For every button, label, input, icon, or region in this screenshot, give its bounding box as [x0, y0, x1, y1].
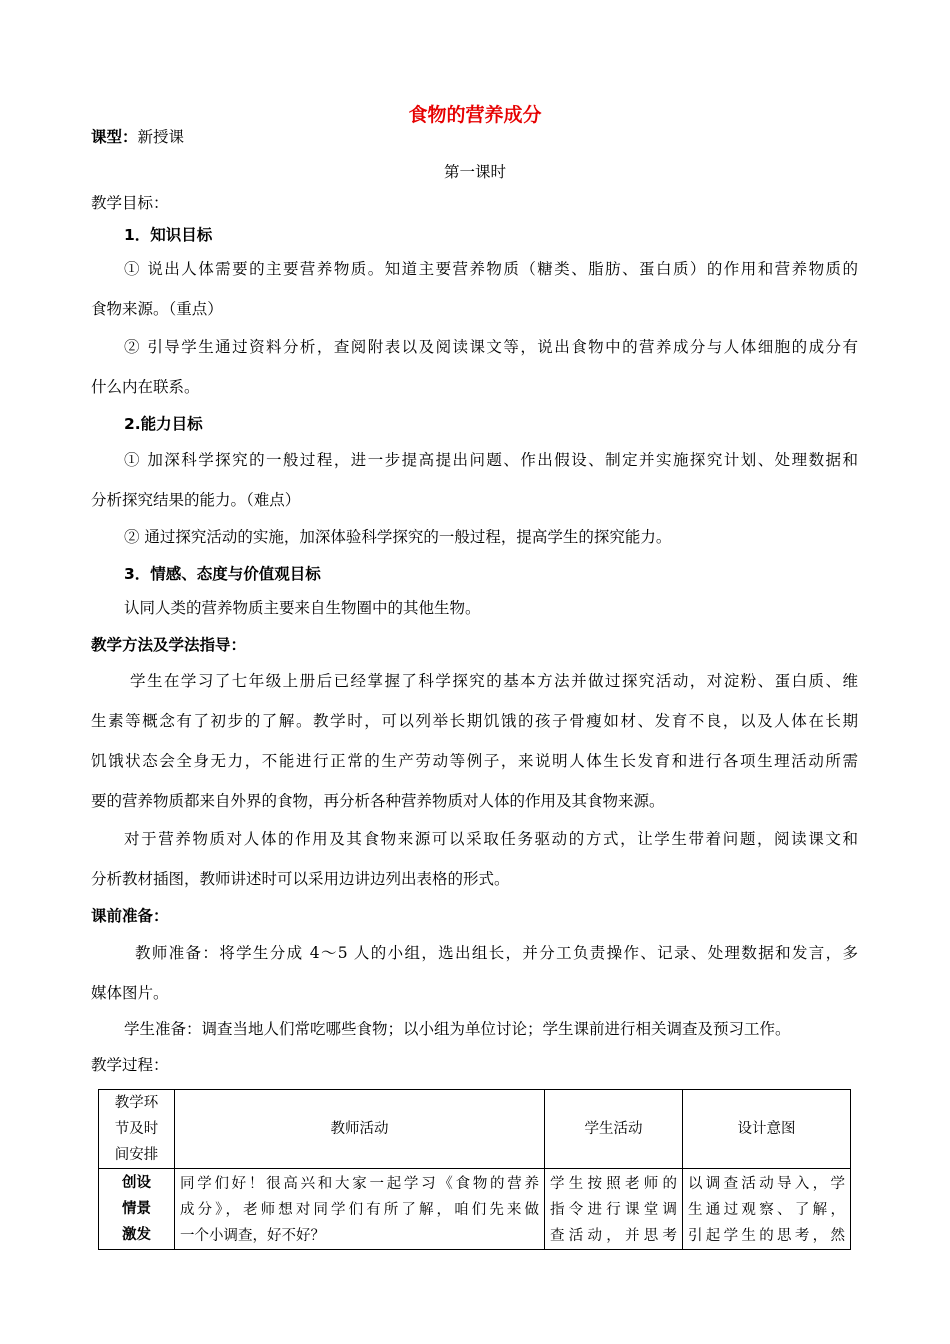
ability-item-2: ② 通过探究活动的实施，加深体验科学探究的一般过程，提高学生的探究能力。	[124, 528, 672, 546]
header-stage-line: 教学环	[114, 1095, 159, 1111]
methods-p1-line1: 学生在学习了七年级上册后已经掌握了科学探究的基本方法并做过探究活动，对淀粉、蛋白质、维	[130, 672, 858, 690]
lesson-label: 第一课时	[443, 163, 506, 181]
row1-teacher-activity	[175, 1169, 545, 1250]
row1-design-line: 生通过观察、了解，	[688, 1202, 845, 1218]
row1-student-line: 查活动，并思考	[550, 1228, 677, 1244]
header-stage	[99, 1090, 175, 1169]
teaching-process-table	[98, 1089, 851, 1250]
header-teacher-activity: 教师活动	[175, 1090, 545, 1169]
row1-stage-line: 激发	[122, 1227, 151, 1243]
knowledge-item-2-line1: ② 引导学生通过资料分析，查阅附表以及阅读课文等，说出食物中的营养成分与人体细胞的成分有	[124, 338, 858, 356]
table-row	[99, 1169, 851, 1250]
row1-stage	[99, 1169, 175, 1250]
row1-design-line: 以调查活动导入，学	[688, 1176, 845, 1192]
row1-stage-line: 情景	[122, 1201, 151, 1217]
ability-heading: 2.能力目标	[124, 415, 203, 433]
row1-design-line: 引起学生的思考，然	[688, 1228, 845, 1244]
prep-teacher-line1: 教师准备：将学生分成 4～5 人的小组，选出组长，并分工负责操作、记录、处理数据和发言，多	[135, 944, 858, 962]
row1-teacher-line: 同学们好！很高兴和大家一起学习《食物的营养	[180, 1176, 539, 1192]
methods-p2-line1: 对于营养物质对人体的作用及其食物来源可以采取任务驱动的方式，让学生带着问题，阅读课文和	[124, 830, 858, 848]
methods-heading: 教学方法及学法指导：	[91, 636, 247, 654]
header-student-activity: 学生活动	[545, 1090, 683, 1169]
course-type	[91, 127, 184, 147]
knowledge-item-1-line1: ① 说出人体需要的主要营养物质。知道主要营养物质（糖类、脂肪、蛋白质）的作用和营养物质的	[124, 260, 858, 278]
objectives-heading: 教学目标：	[91, 194, 169, 212]
row1-student-activity	[545, 1169, 683, 1250]
row1-stage-line: 创设	[122, 1175, 151, 1191]
methods-p1-line4: 要的营养物质都来自外界的食物，再分析各种营养物质对人体的作用及其食物来源。	[91, 792, 665, 810]
ability-item-1-line2: 分析探究结果的能力。（难点）	[91, 491, 301, 509]
emotion-heading: 3．情感、态度与价值观目标	[124, 565, 321, 583]
methods-p1-line3: 饥饿状态会全身无力，不能进行正常的生产劳动等例子，来说明人体生长发育和进行各项生理活动所需	[91, 752, 858, 770]
row1-student-line: 学生按照老师的	[550, 1176, 677, 1192]
prep-student: 学生准备：调查当地人们常吃哪些食物；以小组为单位讨论；学生课前进行相关调查及预习工作。	[124, 1020, 791, 1038]
course-type-value: 新授课	[137, 128, 185, 146]
page-title: 食物的营养成分	[408, 104, 542, 126]
header-stage-line: 节及时	[114, 1121, 159, 1137]
knowledge-item-1-line2: 食物来源。（重点）	[91, 300, 223, 318]
methods-p1-line2: 生素等概念有了初步的了解。教学时，可以列举长期饥饿的孩子骨瘦如材、发育不良，以及人体在长期	[91, 712, 858, 730]
header-stage-line: 间安排	[114, 1147, 159, 1163]
course-type-label: 课型：	[91, 128, 138, 146]
knowledge-heading: 1．知识目标	[124, 226, 213, 244]
row1-teacher-line: 一个小调查，好不好？	[180, 1228, 325, 1244]
knowledge-item-2-line2: 什么内在联系。	[91, 378, 200, 396]
row1-teacher-line: 成分》，老师想对同学们有所了解，咱们先来做	[180, 1202, 539, 1218]
row1-student-line: 指令进行课堂调	[550, 1202, 677, 1218]
prep-heading: 课前准备：	[91, 907, 169, 925]
emotion-item-1: 认同人类的营养物质主要来自生物圈中的其他生物。	[124, 599, 481, 617]
process-heading: 教学过程：	[91, 1056, 169, 1074]
row1-design-intent	[683, 1169, 851, 1250]
table-header-row	[99, 1090, 851, 1169]
header-design-intent: 设计意图	[683, 1090, 851, 1169]
ability-item-1-line1: ① 加深科学探究的一般过程，进一步提高提出问题、作出假设、制定并实施探究计划、处理数据和	[124, 451, 858, 469]
methods-p2-line2: 分析教材插图，教师讲述时可以采用边讲边列出表格的形式。	[91, 870, 510, 888]
prep-teacher-line2: 媒体图片。	[91, 984, 169, 1002]
